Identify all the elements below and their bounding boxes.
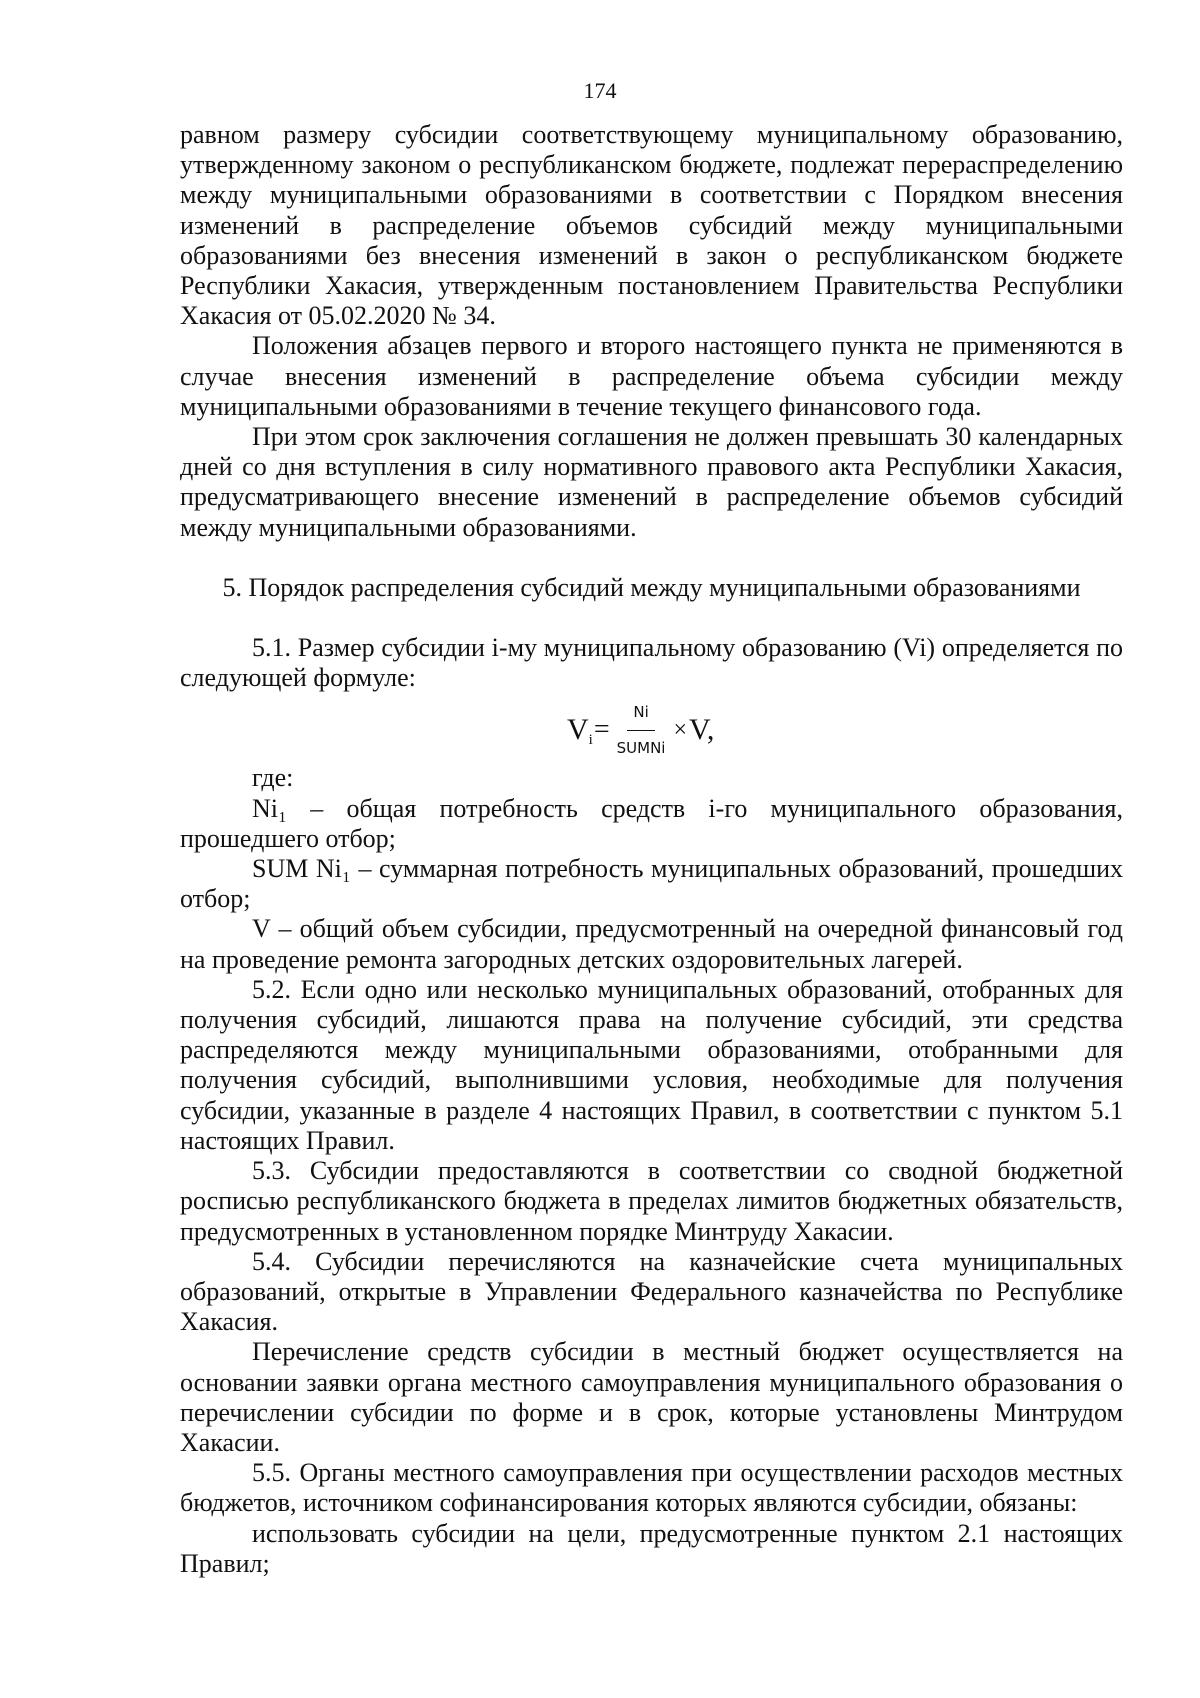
paragraph-5-1: 5.1. Размер субсидии i-му муниципальному образованию (Vi) определяется по следующей формуле: (180, 633, 1123, 693)
paragraph-5-4: 5.4. Субсидии перечисляются на казначейские счета муниципальных образований, открытые в Управлении Федерального казначейства по Республике Хакасия. (180, 1246, 1123, 1337)
paragraph-continuation: равном размеру субсидии соответствующему муниципальному образованию, утвержденному законом о республиканском бюджете, подлежат перераспределению между муниципальными образованиями в соответствии с Порядком внесения изменений в распределение объемов субсидий между муниципальными образованиями без внесения изменений в закон о республиканском бюджете Республики Хакасия, утвержденным постановлением Правительства Республики Хакасия от 05.02.2020 № 34. (180, 120, 1123, 331)
where-label: где: (252, 763, 294, 793)
subsidy-formula (567, 697, 714, 762)
paragraph-5-3: 5.3. Субсидии предоставляются в соответствии со сводной бюджетной росписью республиканского бюджета в пределах лимитов бюджетных обязательств, предусмотренных в установленном порядке Минтруду Хакасии. (180, 1156, 1123, 1246)
paragraph-5-2: 5.2. Если одно или несколько муниципальных образований, отобранных для получения субсидий, лишаются права на получение субсидий, эти средства распределяются между муниципальными образованиями, отобранными для получения субсидий, выполнившими условия, необходимые для получения субсидии, указанные в разделе 4 настоящих Правил, в соответствии с пунктом 5.1 настоящих Правил. (180, 974, 1123, 1155)
paragraph-5-5: 5.5. Органы местного самоуправления при осуществлении расходов местных бюджетов, источником софинансирования которых являются субсидии, обязаны: (180, 1458, 1123, 1518)
formula-lhs: V (567, 713, 589, 747)
definition-item: SUM Ni₁ – суммарная потребность муниципальных образований, прошедших отбор; (180, 854, 1123, 914)
formula-lhs-subscript: i (588, 732, 593, 749)
formula-times: × (673, 717, 688, 744)
formula-block (180, 693, 1123, 763)
formula-numerator: Ni (627, 697, 654, 730)
formula-denominator: SUMNi (616, 738, 666, 757)
paragraph: Положения абзацев первого и второго настоящего пункта не применяются в случае внесения изменений в распределение объема субсидии между муниципальными образованиями в течение текущего финансового года. (180, 331, 1123, 421)
formula-fraction (613, 697, 670, 762)
paragraph: Перечисление средств субсидии в местный бюджет осуществляется на основании заявки органа местного самоуправления муниципального образования о перечислении субсидии по форме и в срок, которые установлены Минтрудом Хакасии. (180, 1337, 1123, 1457)
paragraph: использовать субсидии на цели, предусмотренные пунктом 2.1 настоящих Правил; (180, 1518, 1123, 1578)
section-heading: 5. Порядок распределения субсидий между муниципальными образованиями (222, 572, 1081, 602)
definition-item: Ni₁ – общая потребность средств i-го муниципального образования, прошедшего отбор; (180, 793, 1123, 853)
paragraph: При этом срок заключения соглашения не должен превышать 30 календарных дней со дня вступления в силу нормативного правового акта Республики Хакасия, предусматривающего внесение изменений в распределение объемов субсидий между муниципальными образованиями. (180, 422, 1123, 542)
formula-tail: V, (689, 713, 715, 747)
definition-item: V – общий объем субсидии, предусмотренный на очередной финансовый год на проведение ремонта загородных детских оздоровительных лагерей. (180, 914, 1123, 974)
page-number: 174 (583, 78, 617, 103)
document-body (180, 120, 1123, 1579)
formula-equals: = (593, 714, 610, 746)
